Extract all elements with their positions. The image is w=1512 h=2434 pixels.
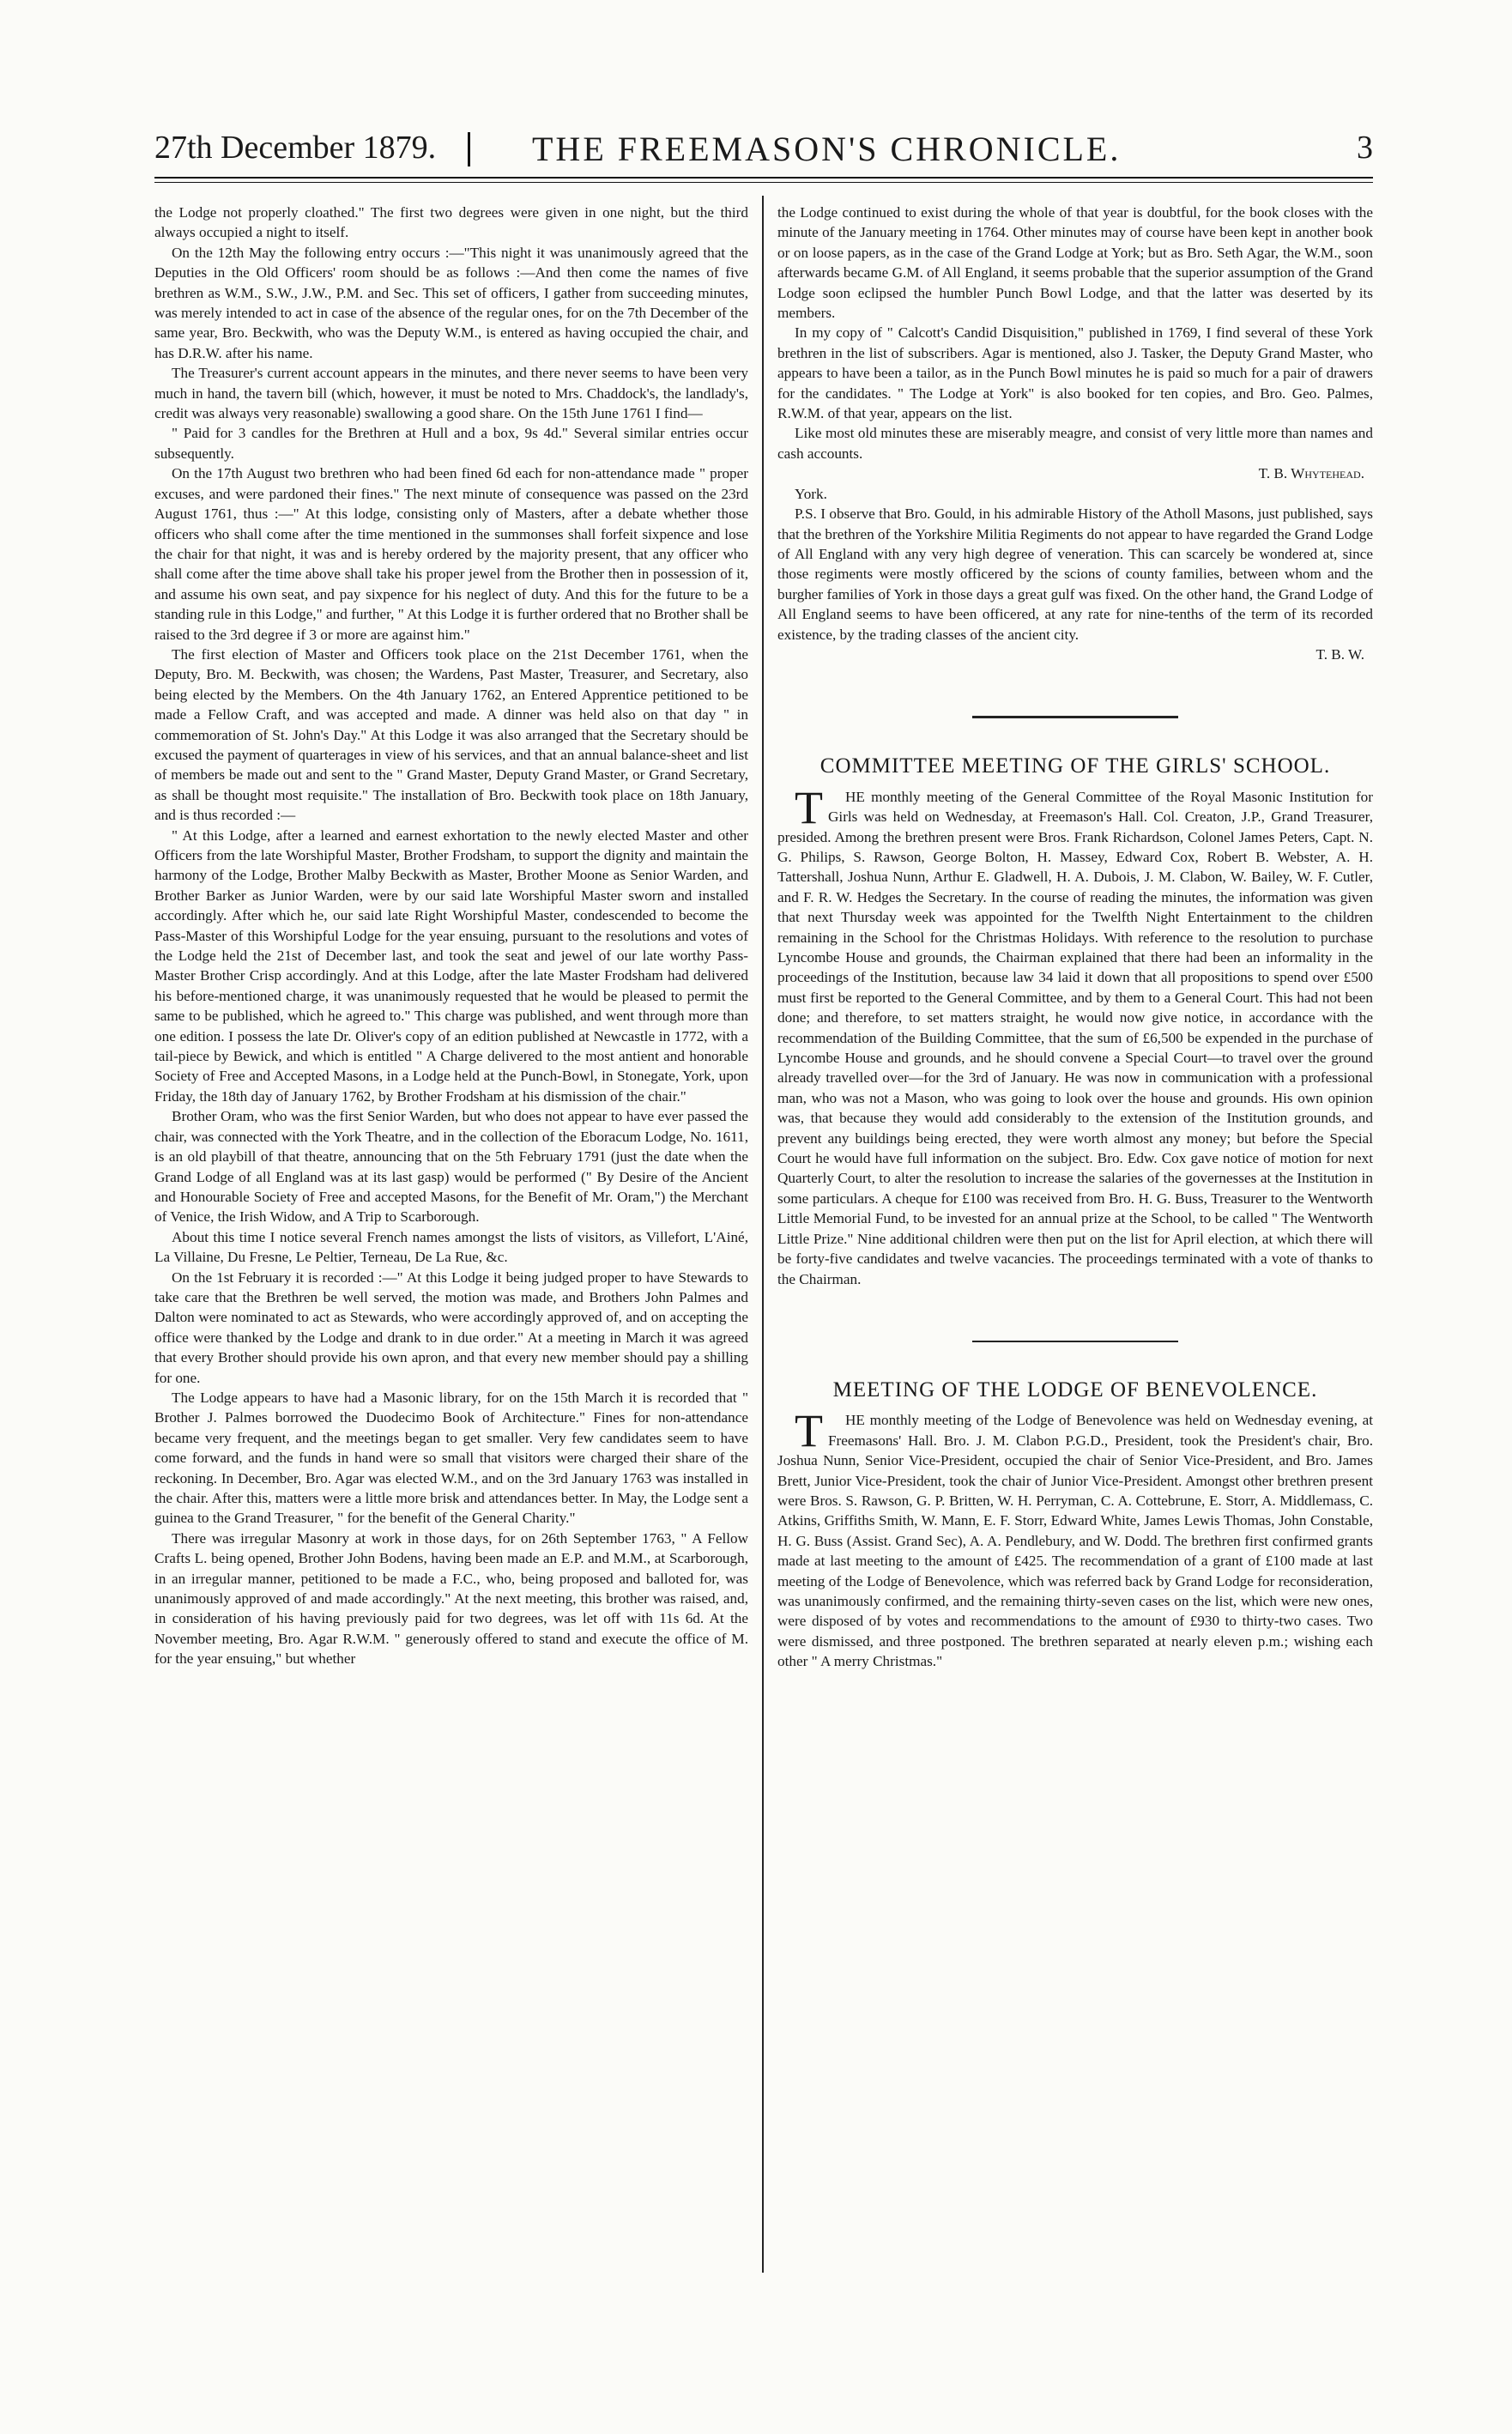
- article-paragraph: Like most old minutes these are miserably meagre, and consist of very little more than names and cash accounts.: [777, 425, 1373, 462]
- author-signature: T. B. Whytehead.: [1258, 465, 1364, 482]
- article-paragraph: On the 17th August two brethren who had been fined 6d each for non-attendance made " proper excuses, and were pardoned their fines." The next minute of consequence was passed on the 23rd August 1761, thus :—" At this lodge, consisting only of Masters, after a debate whether those officers who shall come after the time mentioned in the summonses shall forfeit sixpence and lose the chair for that night, it was and is hereby ordered by the majority present, that any officer who shall come after the time above shall take his proper jewel from the Brother then in possession of it, and assume his own seat, and pay sixpence for his neglect of duty. And this for the future to be a standing rule in this Lodge," and further, " At this Lodge it is further ordered that no Brother shall be raised to the 3rd degree if 3 or more are against him.": [154, 465, 748, 643]
- article-body-benevolence: [777, 1405, 1373, 1671]
- article-heading-benevolence: MEETING OF THE LODGE OF BENEVOLENCE.: [832, 1377, 1318, 1402]
- article-paragraph: About this time I notice several French names amongst the lists of visitors, as Villefort, L'Ainé, La Villaine, Du Fresne, Le Peltier, Terneau, De La Rue, &c.: [154, 1228, 748, 1266]
- article-text: HE monthly meeting of the General Committee of the Royal Masonic Institution for Girls was held on Wednesday, at Freemason's Hall. Col. Creaton, J.P., Grand Treasurer, presided. Among the brethren present were Bros. Frank Richardson, Colonel James Peters, Capt. N. G. Philips, S. Rawson, George Bolton, H. Massey, Edward Cox, Robert B. Webster, A. H. Tattershall, Joshua Nunn, Arthur E. Gladwell, H. A. Dubois, J. M. Clabon, W. Bailey, W. F. Cutler, and F. R. W. Hedges the Secretary. In the course of reading the minutes, the information was given that next Thursday week was appointed for the Twelfth Night Entertainment to the children remaining in the School for the Christmas Holidays. With reference to the resolution to purchase Lyncombe House and grounds, the Chairman explained that there had been an informality in the proceedings of the Institution, because law 34 laid it down that all propositions to spend over £500 must first be reported to the General Committee, and by them to a General Court. This had not been done; and therefore, to set matters straight, he would now give notice, in accordance with the recommendation of the Building Committee, that the sum of £6,500 be expended in the purchase of Lyncombe House and grounds, and he should convene a Special Court—to travel over the ground already travelled over—for the 3rd of January. He was now in communication with a professional man, who was not a Mason, who was going to look over the house and grounds. His own opinion was, that because they would add considerably to the extension of the Institution grounds, and prevent any buildings being erected, they were worth almost any money; but before the Special Court he would have full information on the subject. Bro. Edw. Cox gave notice of motion for next Quarterly Court, to alter the resolution to increase the salaries of the governesses at the Institution in some particulars. A cheque for £100 was received from Bro. H. G. Buss, Treasurer to the Wentworth Little Memorial Fund, to be invested for an annual prize at the School, to be called " The Wentworth Little Prize." Nine additional children were then put on the list for April election, at which there will be forty-five candidates and twelve vacancies. The proceedings terminated with a vote of thanks to the Chairman.: [777, 788, 1373, 1287]
- article-paragraph: The Lodge appears to have had a Masonic library, for on the 15th March it is recorded that " Brother J. Palmes borrowed the Duodecimo Book of Architecture." Fines for non-attendance became very frequent, and the meetings began to get smaller. Very few candidates seem to have come forward, and the funds in hand were so small that visitors were charged their share of the reckoning. In December, Bro. Agar was elected W.M., and on the 3rd January 1763 was installed in the chair. After this, matters were a little more brisk and attendances better. In May, the Lodge sent a guinea to the Grand Treasurer, " for the benefit of the General Charity.": [154, 1389, 748, 1527]
- page-number: 3: [1357, 130, 1373, 166]
- author-place: York.: [795, 485, 827, 502]
- article-paragraph: the Lodge not properly cloathed." The first two degrees were given in one night, but the third always occupied a night to itself.: [154, 204, 748, 241]
- article-paragraph: the Lodge continued to exist during the whole of that year is doubtful, for the book closes with the minute of the January meeting in 1764. Other minutes may of course have been kept in another book or on loose papers, as in the case of the Grand Lodge at York; but as Bro. Seth Agar, the W.M., soon afterwards became G.M. of All England, it seems probable that the superior assumption of the Grand Lodge soon eclipsed the humbler Punch Bowl Lodge, and that the latter was deserted by its members.: [777, 204, 1373, 322]
- article-body-girls-school: [777, 781, 1373, 1289]
- masthead: [154, 129, 1373, 173]
- section-separator: [972, 1341, 1178, 1342]
- masthead-rule-thick: [154, 177, 1373, 179]
- article-paragraph: In my copy of " Calcott's Candid Disquisition," published in 1769, I find several of these York brethren in the list of subscribers. Agar is mentioned, also J. Tasker, the Deputy Grand Master, who appears to have been a tailor, as in the Punch Bowl minutes he is paid so much for a pair of drawers for the candidates. " The Lodge at York" is also booked for ten copies, and Bro. Geo. Palmes, R.W.M. of that year, appears on the list.: [777, 324, 1373, 422]
- column-divider: [762, 196, 764, 2273]
- drop-cap: T: [795, 781, 823, 833]
- article-heading-girls-school: COMMITTEE MEETING OF THE GIRLS' SCHOOL.: [820, 754, 1331, 778]
- section-separator: [972, 716, 1178, 718]
- article-paragraph: Brother Oram, who was the first Senior Warden, but who does not appear to have ever passed the chair, was connected with the York Theatre, and in the collection of the Eboracum Lodge, No. 1611, is an old playbill of that theatre, announcing that on the 5th February 1791 (just the date when the Grand Lodge of all England was at its last gasp) would be performed (" By Desire of the Ancient and Honourable Society of Free and accepted Masons, for the Benefit of Mr. Oram,") the Merchant of Venice, the Irish Widow, and A Trip to Scarborough.: [154, 1108, 748, 1226]
- article-paragraph: " Paid for 3 candles for the Brethren at Hull and a box, 9s 4d." Several similar entries occur subsequently.: [154, 425, 748, 462]
- article-paragraph: There was irregular Masonry at work in those days, for on 26th September 1763, " A Fellow Crafts L. being opened, Brother John Bodens, having been made an E.P. and M.M., at Scarborough, in an irregular manner, petitioned to be made a F.C., who, being proposed and balloted for, was unanimously approved of and made accordingly." At the next meeting, this brother was raised, and, in consideration of his having previously paid for two degrees, was let off with 11s 6d. At the November meeting, Bro. Agar R.W.M. " generously offered to stand and execute the office of M. for the year ensuing," but whether: [154, 1529, 748, 1668]
- author-initials: T. B. W.: [1315, 645, 1364, 663]
- article-text: HE monthly meeting of the Lodge of Benevolence was held on Wednesday evening, at Freemasons' Hall. Bro. J. M. Clabon P.G.D., President, took the President's chair, Bro. Joshua Nunn, Senior Vice-President, occupied the chair of Senior Vice-President, and Bro. James Brett, Junior Vice-President, took the chair of Junior Vice-President. Amongst other brethren present were Bros. S. Rawson, G. P. Britten, W. H. Perryman, C. A. Cottebrune, E. Storr, A. Middlemass, C. Atkins, Griffiths Smith, W. Mann, E. F. Storr, Edward White, James Lewis Thomas, John Constable, H. G. Buss (Assist. Grand Sec), A. A. Pendlebury, and W. Dodd. The brethren first confirmed grants made at last meeting to the amount of £425. The recommendation of a grant of £100 made at last meeting of the Lodge of Benevolence, which was referred back by Grand Lodge for reconsideration, was unanimously confirmed, and the remaining thirty-seven cases on the list, which were new ones, were disposed of by votes and recommendations to the amount of £930 to thirty-two cases. Two were dismissed, and three postponed. The brethren separated at nearly eleven p.m.; wishing each other " A merry Christmas.": [777, 1412, 1373, 1670]
- article-paragraph: The Treasurer's current account appears in the minutes, and there never seems to have been very much in hand, the tavern bill (which, however, it must be noted to Mrs. Chaddock's, the landlady's, credit was always very reasonable) swallowing a good share. On the 15th June 1761 I find—: [154, 365, 748, 422]
- article-paragraph: On the 12th May the following entry occurs :—"This night it was unanimously agreed that the Deputies in the Old Officers' room should be as follows :—And then come the names of five brethren as W.M., S.W., J.W., P.M. and Sec. This set of officers, I gather from succeeding minutes, was merely intended to act in case of the absence of the regular ones, for on the 7th December of the same year, Bro. Beckwith, who was the Deputy W.M., is entered as having occupied the chair, and has D.R.W. after his name.: [154, 244, 748, 361]
- article-paragraph: The first election of Master and Officers took place on the 21st December 1761, when the Deputy, Bro. M. Beckwith, was chosen; the Wardens, Past Master, Treasurer, and Secretary, also being elected by the Members. On the 4th January 1762, an Entered Apprentice petitioned to be made a Fellow Craft, and was accepted and made. A dinner was held also on that day " in commemoration of St. John's Day." At this Lodge it was also arranged that the Secretary should be excused the payment of quarterages in view of his services, and that an annual balance-sheet and list of members be made out and sent to the " Grand Master, Deputy Grand Master, or Grand Secretary, as shall be thought most requisite." The installation of Bro. Beckwith took place on 18th January, and is thus recorded :—: [154, 645, 748, 824]
- article-paragraph: On the 1st February it is recorded :—" At this Lodge it being judged proper to have Stewards to take care that the Brethren be well served, the motion was made, and Brothers John Palmes and Dalton were nominated to act as Stewards, who were accordingly approved of, and on accepting the office were thanked by the Lodge and drank to in due order." At a meeting in March it was agreed that every Brother should provide his own apron, and that every new member should pay a shilling for one.: [154, 1268, 748, 1386]
- postscript: P.S. I observe that Bro. Gould, in his admirable History of the Atholl Masons, just published, says that the brethren of the Yorkshire Militia Regiments do not appear to have regarded the Grand Lodge of All England with any very high degree of veneration. This can scarcely be wondered at, since those regiments were mostly officered by the scions of county families, between whom and the burgher families of York in those days a great gulf was fixed. On the other hand, the Grand Lodge of All England seems to have been officered, at any rate for nine-tenths of the term of its recorded existence, by the trading classes of the ancient city.: [777, 506, 1373, 643]
- drop-cap: T: [795, 1405, 823, 1457]
- issue-date: 27th December 1879.: [154, 130, 437, 166]
- left-column: [154, 203, 748, 2271]
- right-column: [777, 203, 1373, 2271]
- newspaper-title: THE FREEMASON'S CHRONICLE.: [532, 130, 1122, 168]
- masthead-rule-thin: [154, 182, 1373, 183]
- article-paragraph: " At this Lodge, after a learned and earnest exhortation to the newly elected Master and other Officers from the late Worshipful Master, Brother Frodsham, to support the dignity and maintain the harmony of the Lodge, Brother Malby Beckwith as Master, Brother Moone as Senior Warden, and Brother Barker as Junior Warden, were by our said late Worshipful Master sworn and installed accordingly. After which he, our said late Right Worshipful Master, condescended to become the Pass-Master of this Worshipful Lodge for the year ensuing, pursuant to the resolutions and votes of the Lodge held the 21st of December last, and took the seat and jewel of our late worthy Pass-Master Brother Crisp accordingly. And at this Lodge, after the late Master Frodsham had delivered his before-mentioned charge, it was unanimously requested that he would be pleased to permit the same to be published, which he agreed to." This charge was published, and went through more than one edition. I possess the late Dr. Oliver's copy of an edition published at Newcastle in 1772, with a tail-piece by Bewick, and which is entitled " A Charge delivered to the most antient and honorable Society of Free and Accepted Masons, in a Lodge held at the Punch-Bowl, in Stonegate, York, upon Friday, the 18th day of January 1762, by Brother Frodsham at his dismission of the chair.": [154, 826, 748, 1105]
- date-bracket: [468, 132, 470, 167]
